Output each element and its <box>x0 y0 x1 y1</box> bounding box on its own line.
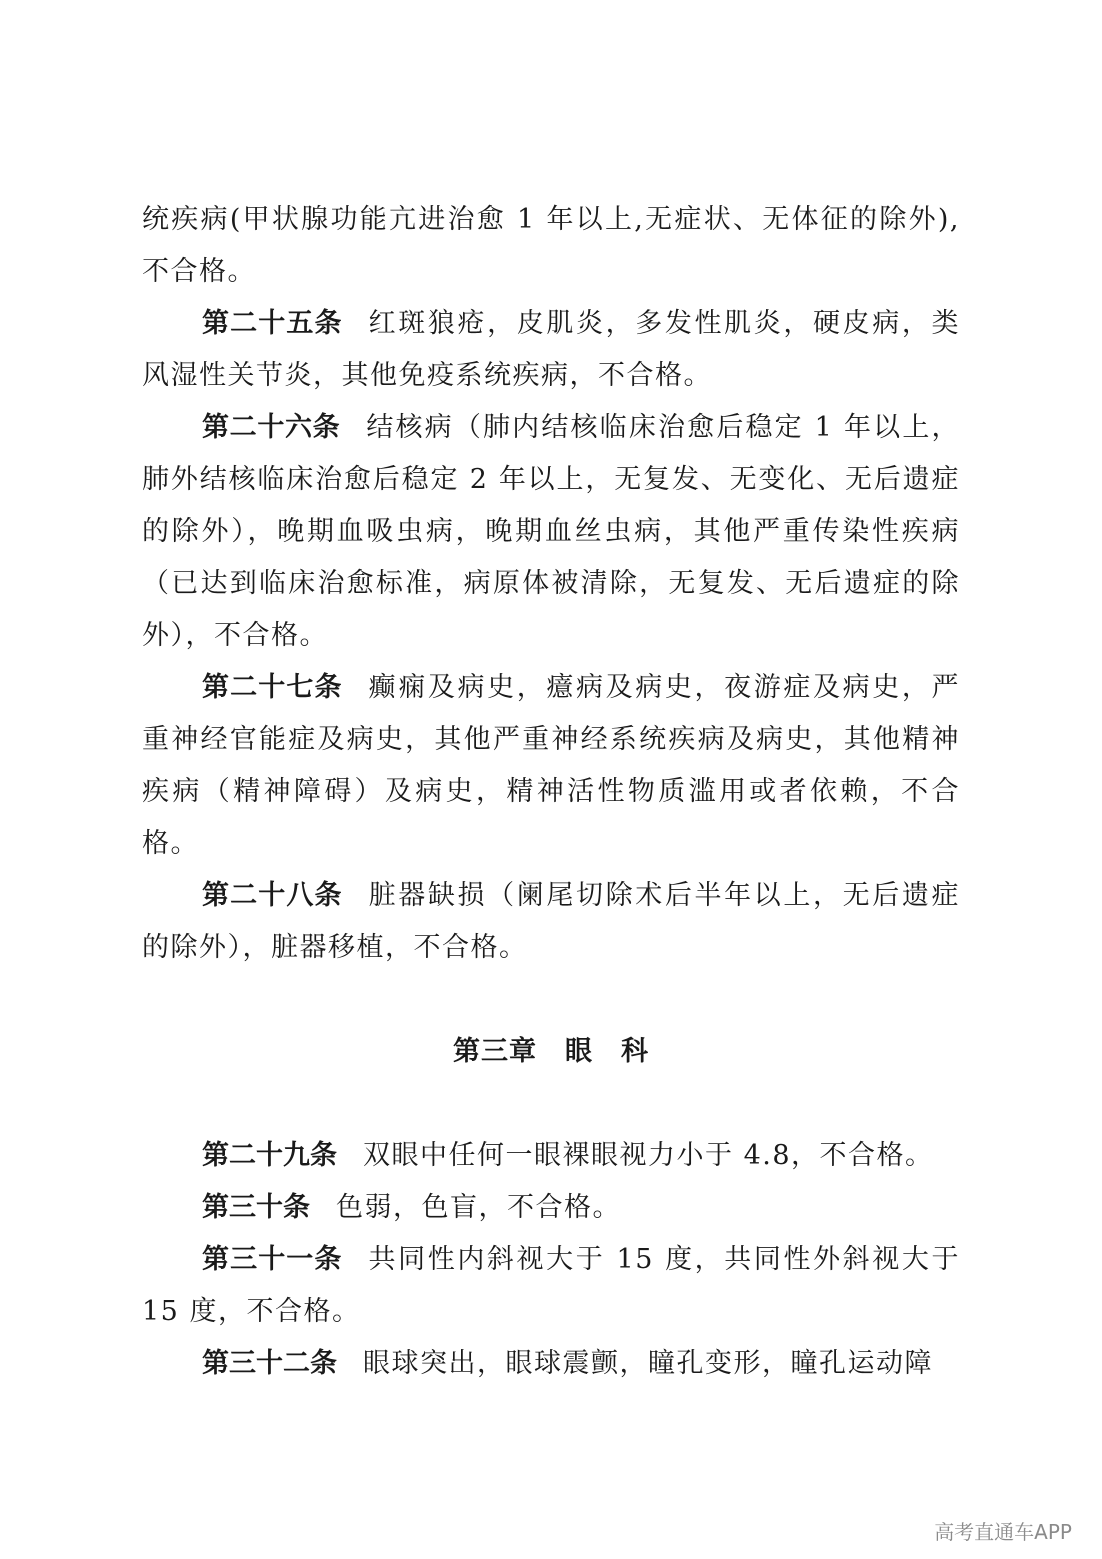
article-text: 眼球突出，眼球震颤，瞳孔变形，瞳孔运动障 <box>363 1348 933 1379</box>
article-label: 第二十八条 <box>202 880 343 911</box>
article-25 <box>142 298 960 402</box>
article-text: 双眼中任何一眼裸眼视力小于 4.8，不合格。 <box>363 1140 934 1171</box>
article-27 <box>142 662 960 870</box>
article-text: 脏器缺损（阑尾切除术后半年以上，无后遗症的除外），脏器移植，不合格。 <box>142 880 960 963</box>
paragraph-text: 统疾病(甲状腺功能亢进治愈 1 年以上,无症状、无体征的除外),不合格。 <box>142 204 960 287</box>
article-text: 共同性内斜视大于 15 度，共同性外斜视大于 15 度，不合格。 <box>142 1244 960 1327</box>
paragraph-continuation <box>142 194 960 298</box>
watermark: 高考直通车APP <box>934 1520 1072 1544</box>
article-label: 第二十七条 <box>202 672 343 703</box>
article-29 <box>142 1130 960 1182</box>
article-label: 第三十条 <box>202 1192 310 1223</box>
article-28 <box>142 870 960 974</box>
article-32 <box>142 1338 960 1390</box>
article-label: 第三十一条 <box>202 1244 343 1275</box>
article-label: 第三十二条 <box>202 1348 337 1379</box>
article-label: 第二十九条 <box>202 1140 337 1171</box>
article-text: 结核病（肺内结核临床治愈后稳定 1 年以上，肺外结核临床治愈后稳定 2 年以上，无复发、无变化、无后遗症的除外），晚期血吸虫病，晚期血丝虫病，其他严重传染性疾病（已达到临床治愈标准，病原体被清除，无复发、无后遗症的除外），不合格。 <box>142 412 961 651</box>
chapter-title: 第三章 眼 科 <box>453 1036 649 1067</box>
article-30 <box>142 1182 960 1234</box>
article-label: 第二十六条 <box>202 412 341 443</box>
article-text: 色弱，色盲，不合格。 <box>336 1192 621 1223</box>
article-31 <box>142 1234 960 1338</box>
document-page <box>142 194 960 1390</box>
article-text: 红斑狼疮，皮肌炎，多发性肌炎，硬皮病，类风湿性关节炎，其他免疫系统疾病，不合格。 <box>142 308 960 391</box>
article-26 <box>142 402 960 662</box>
article-text: 癫痫及病史，癔病及病史，夜游症及病史，严重神经官能症及病史，其他严重神经系统疾病及病史，其他精神疾病（精神障碍）及病史，精神活性物质滥用或者依赖，不合格。 <box>142 672 960 859</box>
article-label: 第二十五条 <box>202 308 343 339</box>
